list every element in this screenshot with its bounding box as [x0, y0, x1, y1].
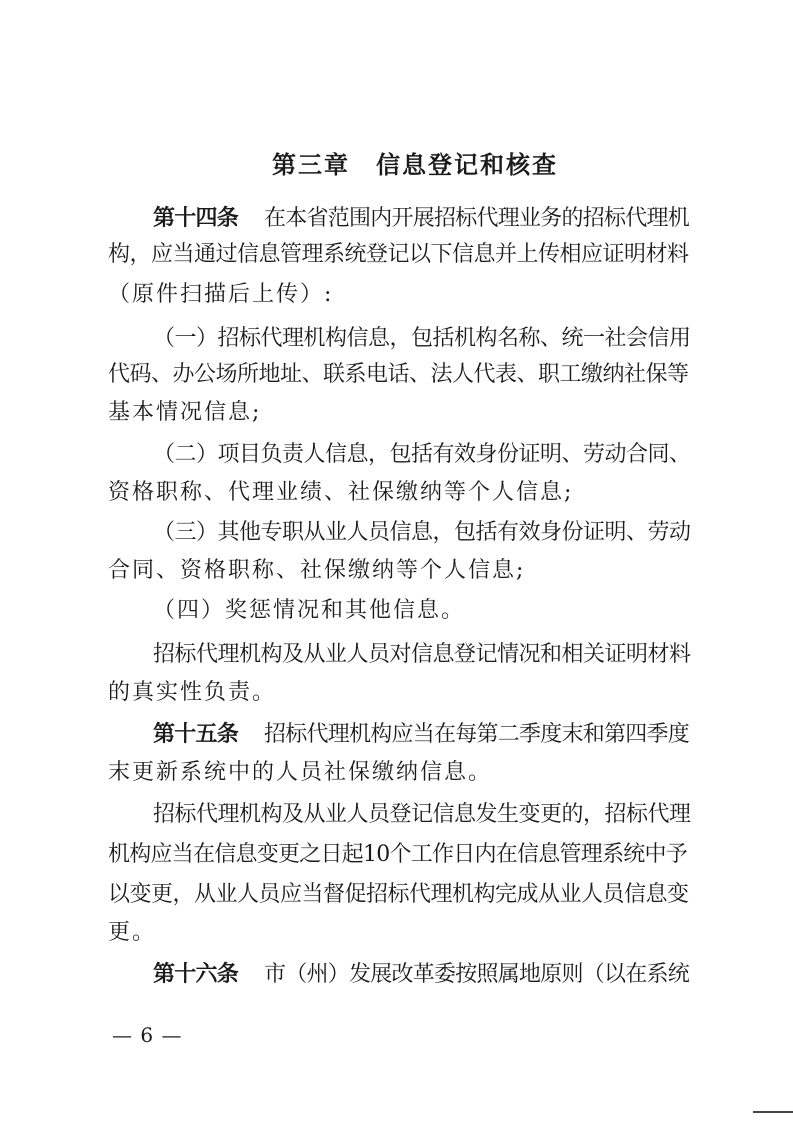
article-16-label: 第十六条 — [153, 962, 239, 987]
article-15-label: 第十五条 — [153, 722, 239, 747]
paragraph-line: 以变更，从业人员应当督促招标代理机构完成从业人员信息变 — [108, 882, 689, 907]
list-item-3: （三）其他专职从业人员信息，包括有效身份证明、劳动 — [153, 520, 691, 545]
paragraph-line: 更。 — [108, 920, 157, 945]
article-14-label: 第十四条 — [153, 206, 239, 231]
article-14-first-line — [153, 204, 689, 234]
paragraph-line: 招标代理机构及从业人员登记信息发生变更的，招标代理 — [153, 802, 691, 827]
page-number: — 6 — — [112, 1023, 183, 1047]
article-16-first-line — [153, 960, 689, 990]
paragraph-line: 构，应当通过信息管理系统登记以下信息并上传相应证明材料 — [108, 242, 689, 267]
paragraph-line: 基本情况信息; — [108, 400, 262, 425]
list-item-1: （一）招标代理机构信息，包括机构名称、统一社会信用 — [153, 326, 691, 351]
article-16-text: 市（州）发展改革委按照属地原则（以在系统 — [264, 962, 690, 987]
paragraph-line: 招标代理机构及从业人员对信息登记情况和相关证明材料 — [153, 642, 691, 667]
paragraph-line: 末更新系统中的人员社保缴纳信息。 — [108, 760, 493, 785]
scan-mark — [753, 1111, 793, 1113]
paragraph-line: 机构应当在信息变更之日起10个工作日内在信息管理系统中予 — [108, 842, 687, 867]
paragraph-line: 的真实性负责。 — [108, 680, 277, 705]
article-15-first-line — [153, 720, 689, 750]
paragraph-line: 资格职称、代理业绩、社保缴纳等个人信息; — [108, 480, 574, 505]
chapter-title: 第三章 信息登记和核查 — [272, 151, 558, 179]
list-item-4: （四）奖惩情况和其他信息。 — [153, 598, 466, 623]
paragraph-line: 合同、资格职称、社保缴纳等个人信息; — [108, 558, 526, 583]
list-item-2: （二）项目负责人信息，包括有效身份证明、劳动合同、 — [153, 442, 691, 467]
article-14-text: 在本省范围内开展招标代理业务的招标代理机 — [264, 206, 690, 231]
paragraph-line: 代码、办公场所地址、联系电话、法人代表、职工缴纳社保等 — [108, 362, 689, 387]
paragraph-line: （原件扫描后上传）: — [108, 282, 334, 307]
article-15-text: 招标代理机构应当在每第二季度末和第四季度 — [264, 722, 690, 747]
